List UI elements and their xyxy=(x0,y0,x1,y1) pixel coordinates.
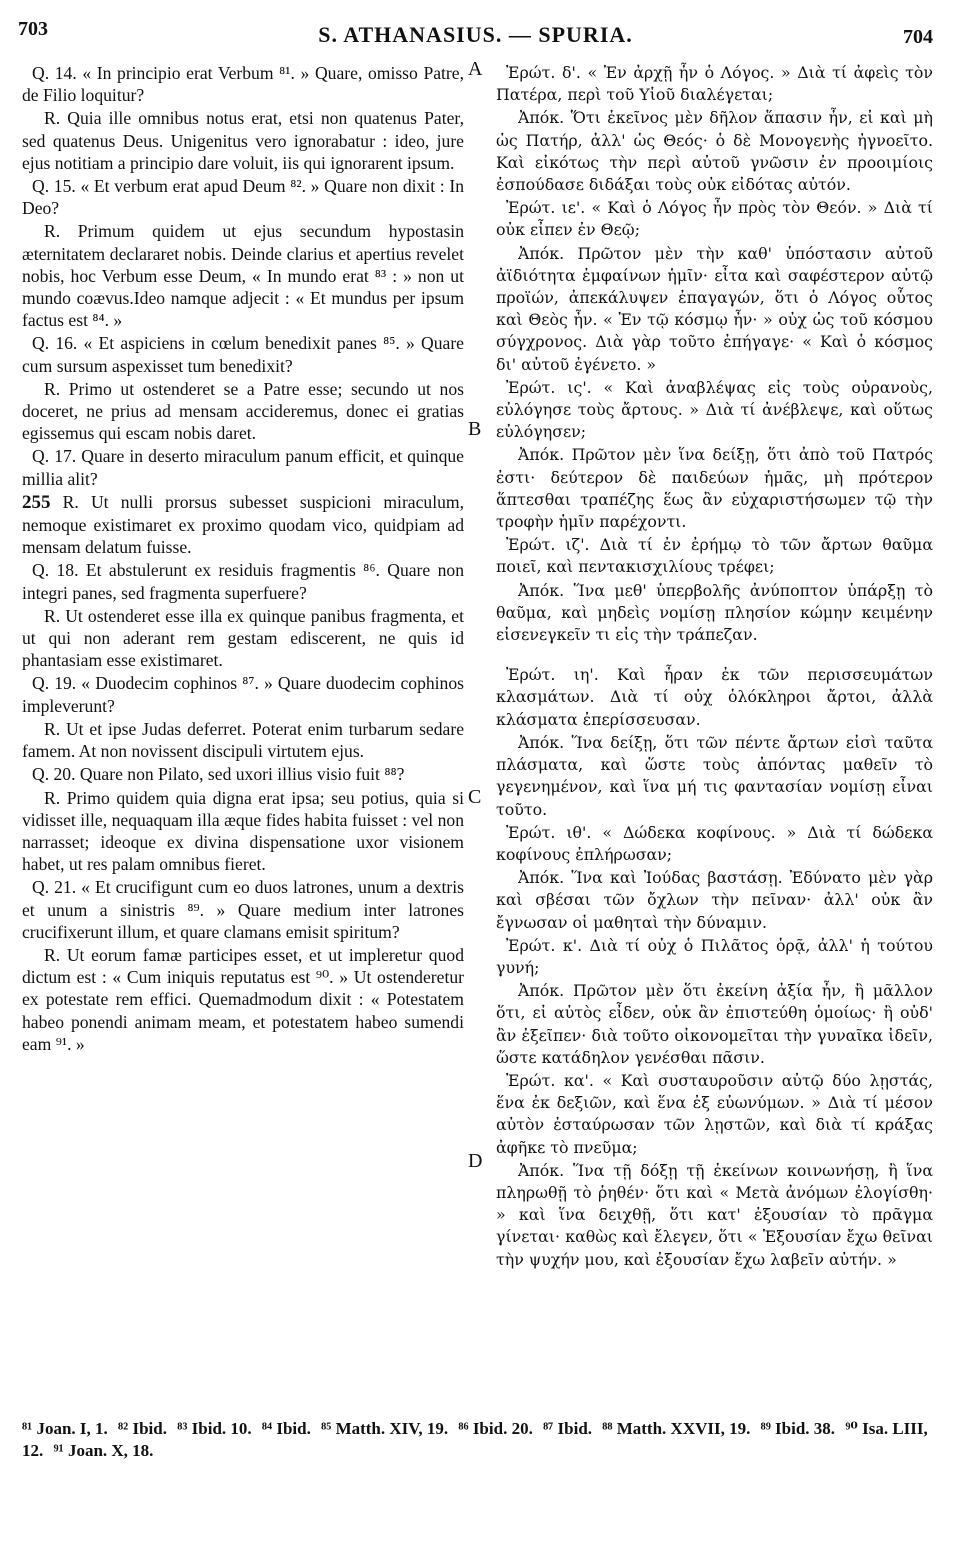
greek-q16: Ἐρώτ. ις'. « Καὶ ἀναβλέψας εἰς τοὺς οὐρανοὺς, εὐλόγησε τοὺς ἄρτους. » Διὰ τί ἀνέβλεψε, καὶ οὕτως εὐλόγησεν; xyxy=(496,377,933,442)
footnote-84: ⁸⁴ Ibid. xyxy=(261,1419,311,1438)
latin-q20: Q. 20. Quare non Pilato, sed uxori illius visio fuit ⁸⁸? xyxy=(32,764,405,785)
greek-r14: Ἀπόκ. Ὅτι ἐκεῖνος μὲν δῆλον ἅπασιν ἦν, εἰ καὶ μὴ ὡς Πατήρ, ἀλλ' ὡς Θεός· ὁ δὲ Μονογενὴς ἠγνοεῖτο. Καὶ εἰκότως τὴν περὶ αὐτοῦ γνῶσιν ἐν προοιμίοις ἐσπούδασε διδάξαι τοὺς οὐκ εἰδότας αὐτόν. xyxy=(496,108,933,195)
footnotes xyxy=(22,1418,932,1462)
footnote-89: ⁸⁹ Ibid. 38. xyxy=(760,1419,836,1438)
greek-q14: Ἐρώτ. δ'. « Ἐν ἀρχῇ ἦν ὁ Λόγος. » Διὰ τί ἀφεὶς τὸν Πατέρα, περὶ τοῦ Υἱοῦ διαλέγεται; xyxy=(496,63,933,105)
latin-q18: Q. 18. Et abstulerunt ex residuis fragmentis ⁸⁶. Quare non integri panes, sed fragmenta superfuere? xyxy=(22,560,464,603)
footnote-line xyxy=(22,1418,932,1462)
footnote-83: ⁸³ Ibid. 10. xyxy=(177,1419,252,1438)
footnote-90: ⁹⁰ Isa. LIII, 12. xyxy=(22,1419,928,1460)
latin-q16: Q. 16. « Et aspiciens in cœlum benedixit panes ⁸⁵. » Quare cum sursum aspexisset tum benedixit? xyxy=(22,333,464,376)
page-number-right: 704 xyxy=(903,26,933,48)
latin-r15: R. Primum quidem ut ejus secundum hypostasin æternitatem declararet nobis. Deinde clarius et apertius revelet nobis, hoc Verbum esse Deum, « In mundo erat ⁸³ : » non ut mundo coævus.Ideo namque adjecit : « Et mundus per ipsum factus est ⁸⁴. » xyxy=(22,221,464,331)
latin-column xyxy=(22,62,464,1056)
greek-q20: Ἐρώτ. κ'. Διὰ τί οὐχ ὁ Πιλᾶτος ὁρᾷ, ἀλλ' ἡ τούτου γυνή; xyxy=(496,935,933,977)
latin-r21: R. Ut eorum famæ participes esset, et ut impleretur quod dictum est : « Cum iniquis reputatus est ⁹⁰. » Ut ostenderetur ex potestate rem effici. Quemadmodum dixit : « Potestatem habeo ponendi animam meam, et potestatem habeo sumendi eam ⁹¹. » xyxy=(22,944,464,1054)
greek-q19: Ἐρώτ. ιθ'. « Δώδεκα κοφίνους. » Διὰ τί δώδεκα κοφίνους ἐπλήρωσαν; xyxy=(496,822,933,864)
latin-r17-paragraph xyxy=(22,491,464,559)
latin-r19: R. Ut et ipse Judas deferret. Poterat enim turbarum sedare famem. At non novissent discipuli virtutem ejus. xyxy=(22,718,464,762)
greek-q17: Ἐρώτ. ιζ'. Διὰ τί ἐν ἐρήμῳ τὸ τῶν ἄρτων θαῦμα ποιεῖ, καὶ πεντακισχιλίους τρέφει; xyxy=(496,535,933,577)
latin-r17: R. Ut nulli prorsus subesset suspicioni miraculum, nemoque existimaret ex proximo quodam vico, quidpiam ad mensam delatum fuisse. xyxy=(22,491,464,558)
page-header xyxy=(18,18,933,48)
footnote-88: ⁸⁸ Matth. XXVII, 19. xyxy=(602,1419,751,1438)
latin-q15: Q. 15. « Et verbum erat apud Deum ⁸². » Quare non dixit : In Deo? xyxy=(22,176,464,219)
section-number: 255 xyxy=(22,491,51,513)
greek-r18: Ἀπόκ. Ἵνα δείξῃ, ὅτι τῶν πέντε ἄρτων εἰσὶ ταῦτα πλάσματα, καὶ ὥστε τοὺς ἀπόντας μαθεῖν τὸ γεγενημένον, καὶ ἵνα μή τις φαντασίαν νομίσῃ εἶναι τοῦτο. xyxy=(496,732,933,819)
latin-r16: R. Primo ut ostenderet se a Patre esse; secundo ut nos doceret, ne prius ad mensam accideremus, donec ei gratias egissemus qui escam nobis daret. xyxy=(22,378,464,444)
margin-letter-c: C xyxy=(468,786,482,808)
latin-q19: Q. 19. « Duodecim cophinos ⁸⁷. » Quare duodecim cophinos impleverunt? xyxy=(22,673,464,716)
greek-r21: Ἀπόκ. Ἵνα τῇ δόξῃ τῇ ἐκείνων κοινωνήσῃ, ἢ ἵνα πληρωθῇ τὸ ῥηθέν· ὅτι καὶ « Μετὰ ἀνόμων ἐλογίσθη· » καὶ ἵνα δειχθῇ, ὅτι κατ' ἐξουσίαν τὸ πρᾶγμα γίνεται· καθὼς καὶ ἔλεγεν, ὅτι « Ἐξουσίαν ἔχω θεῖναι τὴν ψυχήν μου, καὶ ἐξουσίαν ἔχω λαβεῖν αὐτήν. » xyxy=(496,1160,933,1269)
running-title: S. ATHANASIUS. — SPURIA. xyxy=(318,22,633,47)
footnote-85: ⁸⁵ Matth. XIV, 19. xyxy=(321,1419,449,1438)
latin-r18: R. Ut ostenderet esse illa ex quinque panibus fragmenta, et ut qui non aderant rem gestam ediscerent, ne quis id phantasiam esse existimaret. xyxy=(22,605,464,671)
greek-r16: Ἀπόκ. Πρῶτον μὲν ἵνα δείξῃ, ὅτι ἀπὸ τοῦ Πατρός ἐστι· δεύτερον δὲ παιδεύων ἡμᾶς, μὴ πρότερον ἅπτεσθαι τραπέζης ἕως ἂν εὐχαριστήσωμεν τῷ τὴν τροφὴν ἡμῖν παρέχοντι. xyxy=(496,445,933,532)
latin-r14: R. Quia ille omnibus notus erat, etsi non quatenus Pater, sed quatenus Deus. Unigenitus vero ignorabatur : ideo, jure ejus notitiam a principio dare voluit, iis qui ignorarent ipsum. xyxy=(22,108,464,173)
latin-q17: Q. 17. Quare in deserto miraculum panum efficit, et quinque millia alit? xyxy=(22,446,464,489)
greek-r19: Ἀπόκ. Ἵνα καὶ Ἰούδας βαστάσῃ. Ἐδύνατο μὲν γὰρ καὶ σβέσαι τῶν ὄχλων τὴν πεῖναν· ἀλλ' οὐκ ἂν ἔγνωσαν οἱ μαθηταὶ τὴν δύναμιν. xyxy=(496,868,933,932)
margin-letter-d: D xyxy=(468,1150,483,1172)
greek-column xyxy=(496,62,933,1272)
footnote-87: ⁸⁷ Ibid. xyxy=(543,1419,593,1438)
greek-r20: Ἀπόκ. Πρῶτον μὲν ὅτι ἐκείνη ἀξία ἦν, ἢ μᾶλλον ὅτι, εἰ αὐτὸς εἶδεν, οὐκ ἂν ἐπιστεύθη ὁμοίως· ἢ οὐδ' ἂν ἐξεῖπεν· διὰ τοῦτο οἰκονομεῖται τὴν γυναῖκα ἰδεῖν, ὥστε κατάδηλον γενέσθαι πᾶσιν. xyxy=(496,981,933,1067)
margin-letter-a: A xyxy=(468,58,483,80)
greek-q21: Ἐρώτ. κα'. « Καὶ συσταυροῦσιν αὐτῷ δύο λῃστάς, ἕνα ἐκ δεξιῶν, καὶ ἕνα ἐξ εὐωνύμων. » Διὰ τί μέσον αὐτὸν ἐσταύρωσαν τῶν λῃστῶν, καὶ διὰ τί κράξας ἀφῆκε τὸ πνεῦμα; xyxy=(496,1070,933,1157)
footnote-91: ⁹¹ Joan. X, 18. xyxy=(53,1441,154,1460)
latin-q14: Q. 14. « In principio erat Verbum ⁸¹. » Quare, omisso Patre, de Filio loquitur? xyxy=(22,63,464,106)
latin-q21: Q. 21. « Et crucifigunt cum eo duos latrones, unum a dextris et unum a sinistris ⁸⁹. » Quare medium inter latrones crucifixerunt illum, et quare clamans emisit spiritum? xyxy=(22,877,464,942)
footnote-86: ⁸⁶ Ibid. 20. xyxy=(458,1419,533,1438)
footnote-82: ⁸² Ibid. xyxy=(118,1419,167,1438)
greek-r17: Ἀπόκ. Ἵνα μεθ' ὑπερβολῆς ἀνύποπτον ὑπάρξῃ τὸ θαῦμα, καὶ μηδεὶς νομίσῃ πλησίον κώμην κειμένην εἰσενεγκεῖν τι εἰς τὴν τράπεζαν. xyxy=(496,580,933,645)
latin-r20: R. Primo quidem quia digna erat ipsa; seu potius, quia si vidisset ille, nequaquam illa æque fides habita fuisset : vel non narrasset; ideoque ex divina dispensatione uxor visionem habet, ut res palam omnibus fieret. xyxy=(22,787,464,875)
margin-letter-b: B xyxy=(468,418,482,440)
greek-q18: Ἐρώτ. ιη'. Καὶ ἦραν ἐκ τῶν περισσευμάτων κλασμάτων. Διὰ τί οὐχ ὁλόκληροι ἄρτοι, ἀλλὰ κλάσματα ἐπερίσσευσαν. xyxy=(496,665,933,729)
footnote-81: ⁸¹ Joan. I, 1. xyxy=(22,1419,108,1438)
greek-r15: Ἀπόκ. Πρῶτον μὲν τὴν καθ' ὑπόστασιν αὐτοῦ ἀϊδιότητα ἐμφαίνων ἡμῖν· εἶτα καὶ σαφέστερον αὐτῷ προϊών, ἀπεκάλυψεν ἐπαγαγών, ὅτι ὁ Λόγος οὗτος καὶ Θεὸς ἦν. « Ἐν τῷ κόσμῳ ἦν· » οὐχ ὡς τοῦ κόσμου σύγχρονος. Διὰ γὰρ τοῦτο ἐπήγαγε· « Καὶ ὁ κόσμος δι' αὐτοῦ ἐγένετο. » xyxy=(496,243,933,374)
page-number-left: 703 xyxy=(18,18,48,40)
greek-q15: Ἐρώτ. ιε'. « Καὶ ὁ Λόγος ἦν πρὸς τὸν Θεόν. » Διὰ τί οὐκ εἶπεν ἐν Θεῷ; xyxy=(496,198,933,240)
